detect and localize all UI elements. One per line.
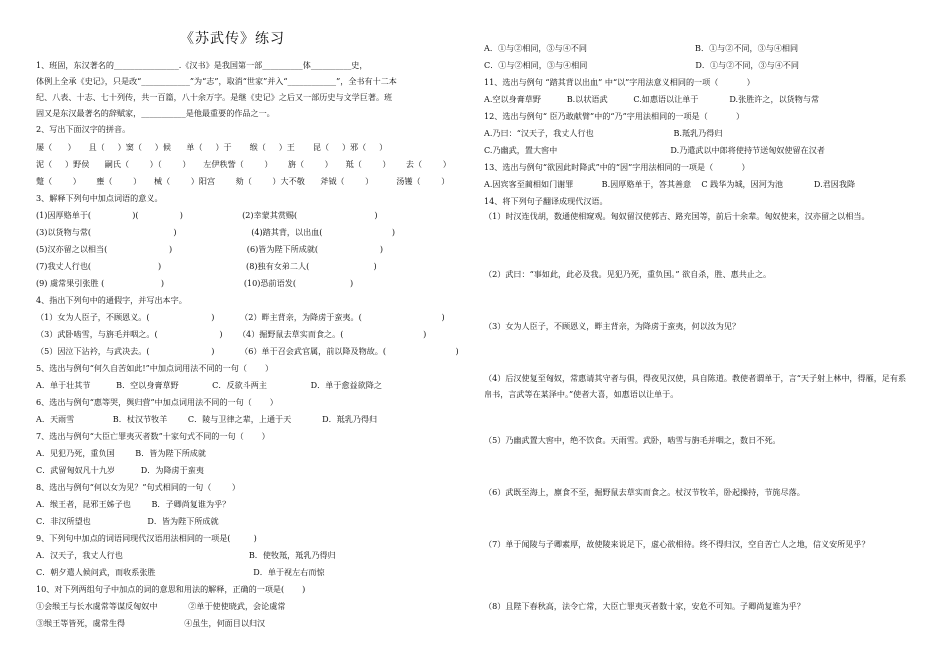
text-line: 9、下列句中加点的词语同现代汉语用法相同的一项是( )	[36, 533, 257, 543]
text-line: 2、写出下面汉字的拼音。	[36, 124, 131, 134]
text-line: A．缑王者，昆邪王姊子也 B．子卿尚复谁为乎？	[36, 499, 231, 509]
text-line: 蹩（ ） 壅（ ） 械（ ）阳宫 劾（ ）大不敬 斧钺（ ） 汤镬（ ）	[36, 176, 450, 186]
text-line: 纪、八表、十志、七十列传，共一百篇，八十余万字。是继《史记》之后又一部历史与文学巨著。班	[36, 92, 393, 102]
translation-item: （1）时汉连伐胡，数通使相窥观。匈奴留汉使郭吉、路充国等，前后十余辈。匈奴使来，汉亦留之以相当。	[484, 211, 870, 221]
text-line: A．汉天子，我丈人行也 B．使牧羝，羝乳乃得归	[36, 550, 336, 560]
text-line: 13、选出与例句“欲因此时降武”中的“因”字用法相同的一项是（ ）	[484, 162, 750, 172]
text-line: （5）因泣下沾衿，与武决去。( ) （6）单于召会武官属，前以降及物故。( )	[36, 346, 459, 356]
text-line: (3)以货物与常( ) (4)踏其背，以出血( )	[36, 227, 396, 237]
translation-item: （4）后汉使复至匈奴，常惠请其守者与俱，得夜见汉使，具自陈道。教使者谓单于，言“天子射上林中，得雁，足有系帛书，言武等在某泽中。”使者大喜，如惠语以让单于。	[484, 373, 907, 399]
translation-item: （5）乃幽武置大窖中，绝不饮食。天雨雪。武卧，啮雪与旃毛并咽之，数日不死。	[484, 435, 781, 445]
text-line: A．①与②相同，③与④不同 B．①与②不同，③与④相同	[484, 43, 799, 53]
text-line: A.乃曰：“汉天子，我丈人行也 B.羝乳乃得归	[484, 128, 723, 138]
text-line: A．单于壮其节 B．空以身膏草野 C．反欲斗两主 D．单于愈益欲降之	[36, 380, 382, 390]
text-line: ③缑王等皆死，虞常生得 ④虽生，何面目以归汉	[36, 618, 266, 628]
text-line: A.空以身膏草野 B.以状语武 C.如惠语以让单于 D.张胜许之，以货物与常	[484, 94, 820, 104]
text-line: A.因宾客至蔺相如门谢罪 B.因厚赂单于，答其善意 C 践华为城，因河为池 D.君因我降	[484, 179, 856, 189]
worksheet-title: 《苏武传》练习	[180, 31, 285, 47]
text-line: 5、选出与例句“何久自苦如此!”中加点词用法不同的一句（ ）	[36, 363, 274, 373]
text-line: 泥（ ）野侯 嗣氏（ ）（ ） 左伊秩訾（ ） 旃（ ） 羝（ ） 去（ ）	[36, 159, 451, 169]
text-line: C．①与②相同，③与④相同 D．①与②不同，③与④不同	[484, 60, 799, 70]
text-line: 14、将下列句子翻译成现代汉语。	[484, 196, 608, 206]
text-line: （1）女为人臣子，不顾恩义。( ) （2）畔主背亲，为降虏于蛮夷。( )	[36, 312, 445, 322]
text-line: 屡（ ） 且（ ）窦（ ）候 单（ ）于 缑（ ）王 昆（ ）邪（ ）	[36, 142, 388, 152]
translation-item: （6）武既至海上，廪食不至，掘野鼠去草实而食之。杖汉节牧羊，卧起操持，节旄尽落。	[484, 487, 805, 497]
text-line: A．天雨雪 B．杖汉节牧羊 C．陵与卫律之辈，上通于天 D．羝乳乃得归	[36, 414, 378, 424]
text-line: A．见犯乃死，重负国 B．皆为陛下所成就	[36, 448, 206, 458]
text-line: ①会缑王与长水虞常等谋反匈奴中 ②单于使使晓武，会论虞常	[36, 601, 286, 611]
translation-item: （3）女为人臣子，不顾恩义，畔主背亲，为降虏于蛮夷，何以汝为见？	[484, 321, 741, 331]
text-line: 体例上全承《史记》，只是改“____________”为“志”，取消“世家”并入“____________”，全书有十二本	[36, 76, 397, 86]
text-line: 1、班固，东汉著名的________________.《汉书》是我国第一部__________体__________史，	[36, 60, 368, 70]
text-line: C.乃幽武，置大窖中 D.乃遣武以中郎将使持节送匈奴使留在汉者	[484, 145, 825, 155]
text-line: (7)我丈人行也( ) (8)独有女弟二人( )	[36, 261, 377, 271]
text-line: C．非汉所望也 D．皆为陛下所成就	[36, 516, 219, 526]
text-line: 12、选出与例句“ 臣乃敢献臂”中的“乃”字用法相同的一项是（ ）	[484, 111, 745, 121]
translation-item: （7）单于闻陵与子卿素厚，故使陵来说足下，虚心欲相待。终不得归汉，空自苦亡人之地，信义安所见乎？	[484, 539, 870, 549]
text-line: 固又是东汉最著名的辞赋家，___________是他最重要的作品之一。	[36, 108, 275, 118]
text-line: 7、选出与例句“大臣亡罪夷灭者数”十家句式不同的一句（ ）	[36, 431, 270, 441]
text-line: C．武留匈奴凡十九岁 D．为降虏于蛮夷	[36, 465, 204, 475]
text-line: 4、指出下列句中的通假字，并写出本字。	[36, 295, 187, 305]
text-line: (9) 虞常果引张胜 ( ) (10)恐前语发( )	[36, 278, 354, 288]
text-line: 3、解释下列句中加点词语的意义。	[36, 193, 163, 203]
translation-item: （2）武曰：“事如此，此必及我。见犯乃死，重负国。” 欲自杀，胜、惠共止之。	[484, 269, 772, 279]
translation-item: （8）且陛下春秋高，法令亡常，大臣亡罪夷灭者数十家，安危不可知。子卿尚复谁为乎？	[484, 601, 805, 611]
text-line: 8、选出与例句“何以女为见？”句式相同的一句（ ）	[36, 482, 240, 492]
text-line: 6、选出与例句“惠等哭，舆归营”中加点词用法不同的一句（ ）	[36, 397, 278, 407]
text-line: （3）武卧啮雪，与旃毛并咽之。( ) （4）掘野鼠去草实而食之。( )	[36, 329, 427, 339]
text-line: 10、对下列两组句子中加点的词的意思和用法的解释，正确的一项是( )	[36, 584, 306, 594]
text-line: (5)汉亦留之以相当( ) (6)皆为陛下所成就( )	[36, 244, 383, 254]
text-line: C．朝夕遣人候问武，而收系张胜 D．单于视左右而惊	[36, 567, 325, 577]
text-line: (1)因厚赂单于( )( ) (2)幸蒙其赏赐( )	[36, 210, 378, 220]
text-line: 11、选出与例句 “踏其背以出血” 中“以”字用法意义相同的一项（ ）	[484, 77, 755, 87]
